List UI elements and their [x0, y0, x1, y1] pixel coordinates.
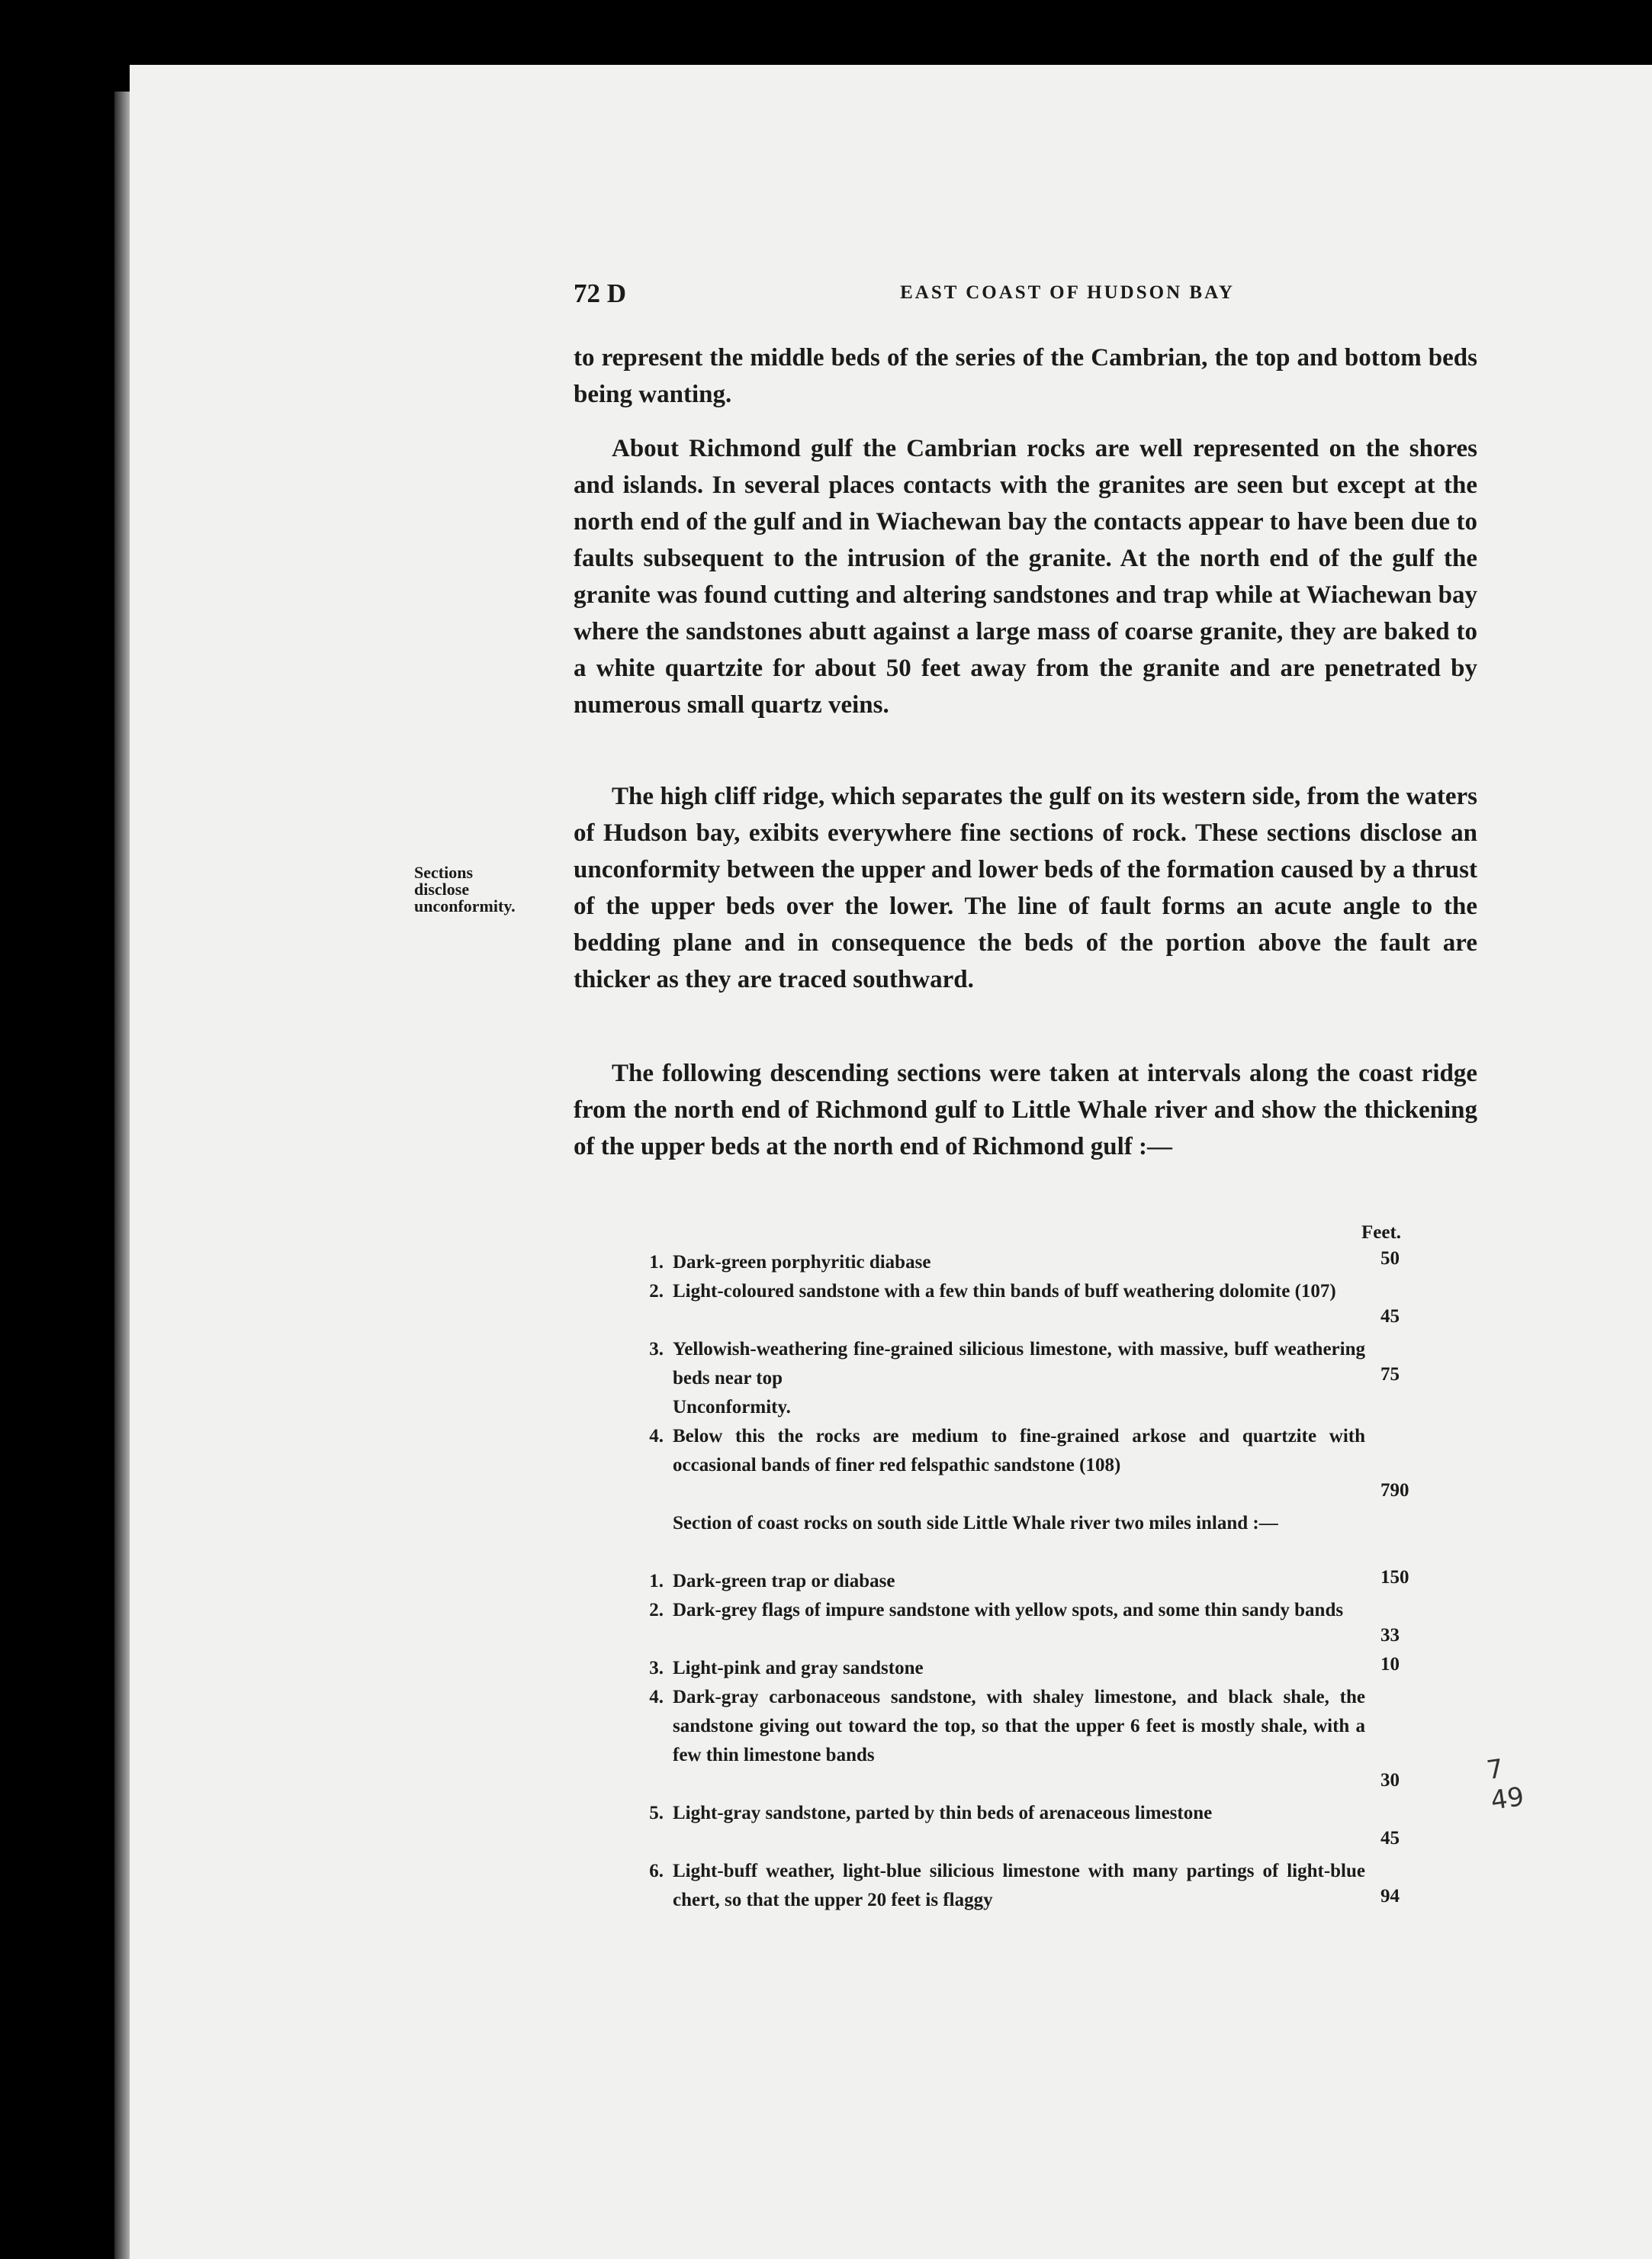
- item-feet: 33: [1380, 1625, 1400, 1646]
- section-1-item: [641, 1335, 1365, 1393]
- item-feet: 45: [1380, 1828, 1400, 1849]
- handwritten-note-line: 49: [1489, 1781, 1526, 1817]
- section-2-item: [641, 1799, 1365, 1828]
- item-feet: 790: [1380, 1480, 1409, 1501]
- item-text: Light-coloured sandstone with a few thin bands of buff weathering dolomite (107): [673, 1281, 1336, 1302]
- second-section-heading: Section of coast rocks on south side Little Whale river two miles inland :—: [673, 1513, 1278, 1533]
- unconformity-label: [641, 1393, 1411, 1422]
- item-number: 5.: [649, 1803, 664, 1823]
- item-feet: 30: [1380, 1770, 1400, 1791]
- paragraph-3: The high cliff ridge, which separates the gulf on its western side, from the waters of Hudson bay, exibits everywhere fine sections of rock. These sections disclose an unconformity between the upper and lower beds of the formation caused by a thrust of the upper beds over the lower. The line of fault forms an acute angle to the bedding plane and in consequence the beds of the portion above the fault are thicker as they are traced southward.: [574, 783, 1477, 993]
- sidenote-line: disclose: [414, 880, 470, 899]
- section-2-item: [641, 1857, 1365, 1915]
- handwritten-note-line: 7: [1484, 1753, 1506, 1787]
- item-text: Dark-gray carbonaceous sandstone, with shaley limestone, and black shale, the sandstone giving out toward the top, so that the upper 6 feet is mostly shale, with a few thin limestone bands: [673, 1687, 1365, 1765]
- running-title: EAST COAST OF HUDSON BAY: [900, 282, 1235, 303]
- section-1-item: [641, 1422, 1365, 1480]
- item-feet: 75: [1380, 1364, 1400, 1385]
- item-number: 6.: [649, 1861, 664, 1881]
- item-number: 2.: [649, 1600, 664, 1620]
- item-feet: 50: [1380, 1248, 1400, 1269]
- item-number: 4.: [649, 1687, 664, 1707]
- item-number: 2.: [649, 1281, 664, 1302]
- section-2-item: [641, 1567, 1365, 1596]
- item-number: 3.: [649, 1339, 664, 1360]
- section-1-item: [641, 1277, 1365, 1306]
- item-number: 1.: [649, 1252, 664, 1273]
- section-2-item: [641, 1596, 1365, 1625]
- section-2-item: [641, 1683, 1365, 1770]
- item-number: 1.: [649, 1571, 664, 1591]
- item-text: Light-gray sandstone, parted by thin beds of arenaceous limestone: [673, 1803, 1213, 1823]
- item-feet: 94: [1380, 1886, 1400, 1907]
- margin-sidenote: [414, 864, 570, 915]
- item-number: 4.: [649, 1426, 664, 1446]
- paragraph-1: to represent the middle beds of the series of the Cambrian, the top and bottom beds being wanting.: [574, 344, 1477, 408]
- item-text: Dark-green porphyritic diabase: [673, 1252, 931, 1273]
- section-1-item: [641, 1248, 1411, 1277]
- section-2-item: [641, 1654, 1365, 1683]
- item-text: Light-pink and gray sandstone: [673, 1658, 924, 1678]
- item-number: 3.: [649, 1658, 664, 1678]
- page-number: 72 D: [574, 278, 627, 308]
- item-feet: 10: [1380, 1654, 1400, 1675]
- running-head: [574, 278, 1477, 317]
- feet-column-header: Feet.: [1361, 1222, 1402, 1243]
- sidenote-line: Sections: [414, 863, 473, 882]
- item-text: Light-buff weather, light-blue silicious limestone with many partings of light-blue chert, so that the upper 20 feet is flaggy: [673, 1861, 1365, 1910]
- item-text: Yellowish-weathering fine-grained silicious limestone, with massive, buff weathering beds near top: [673, 1339, 1365, 1389]
- item-feet: 150: [1380, 1567, 1409, 1588]
- item-feet: 45: [1380, 1306, 1400, 1327]
- item-text: Dark-green trap or diabase: [673, 1571, 895, 1591]
- paragraph-4: The following descending sections were taken at intervals along the coast ridge from the north end of Richmond gulf to Little Whale river and show the thickening of the upper beds at the north end of Richmond gulf :—: [574, 1060, 1477, 1160]
- paragraph-2: About Richmond gulf the Cambrian rocks are well represented on the shores and islands. In several places contacts with the granites are seen but except at the north end of the gulf and in Wiachewan bay the contacts appear to have been due to faults subsequent to the intrusion of the granite. At the north end of the gulf the granite was found cutting and altering sandstones and trap while at Wiachewan bay where the sandstones abutt against a large mass of coarse granite, they are baked to a white quartzite for about 50 feet away from the granite and are penetrated by numerous small quartz veins.: [574, 435, 1477, 719]
- unconformity-text: Unconformity.: [673, 1397, 791, 1418]
- item-text: Dark-grey flags of impure sandstone with yellow spots, and some thin sandy bands: [673, 1600, 1344, 1620]
- sidenote-line: unconformity.: [414, 896, 516, 916]
- item-text: Below this the rocks are medium to fine-grained arkose and quartzite with occasional bands of finer red felspathic sandstone (108): [673, 1426, 1365, 1475]
